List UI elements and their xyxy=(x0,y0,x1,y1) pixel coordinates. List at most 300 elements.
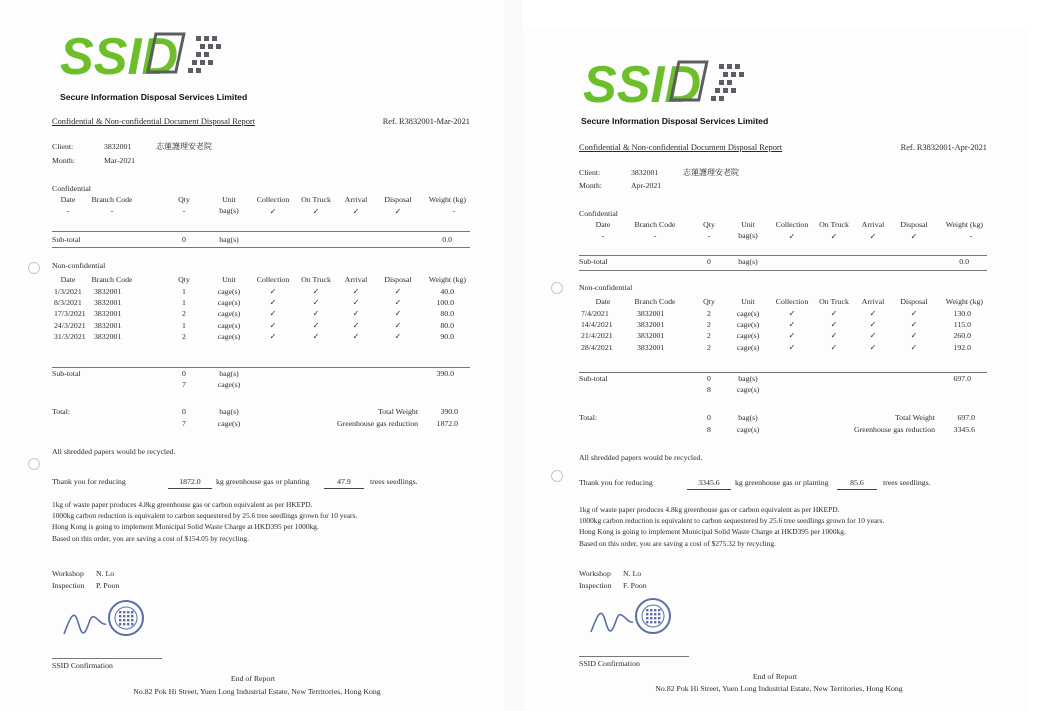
confidential-branch-dash: - xyxy=(110,206,114,215)
recycled-note: All shredded papers would be recycled. xyxy=(52,447,176,456)
confidential-disposal-check: ✓ xyxy=(910,232,918,241)
confidential-divider-bottom xyxy=(52,247,470,248)
seal-grid-dot xyxy=(131,615,133,617)
row-disposal-check: ✓ xyxy=(394,298,402,308)
confidential-header-branch: Branch Code xyxy=(634,220,676,229)
ssid-confirmation: SSID Confirmation xyxy=(579,659,640,668)
total-unit-cages: cage(s) xyxy=(736,425,760,434)
company-seal-inner xyxy=(115,607,137,629)
month-value: Apr-2021 xyxy=(631,181,662,190)
non-confidential-header-arrival: Arrival xyxy=(344,275,368,284)
logo-pixel-dot xyxy=(723,88,728,93)
confidential-date-dash: - xyxy=(601,231,605,240)
logo-pixel-dot xyxy=(731,88,736,93)
workshop-label: Workshop xyxy=(52,569,84,578)
total-weight-value: 390.0 xyxy=(440,407,458,416)
non-confidential-divider xyxy=(52,367,470,368)
row-disposal-check: ✓ xyxy=(910,331,918,341)
seal-grid-dot xyxy=(131,611,133,613)
row-on-truck-check: ✓ xyxy=(312,309,320,319)
signature-with-seal xyxy=(60,598,148,642)
row-date: 7/4/2021 xyxy=(581,309,609,318)
thanks-trees-value: 47.9 xyxy=(337,477,351,486)
row-on-truck-check: ✓ xyxy=(830,320,838,330)
seal-grid-dot xyxy=(127,623,129,625)
non-confidential-header-disposal: Disposal xyxy=(384,275,412,284)
confirmation-line xyxy=(579,656,689,657)
confidential-qty-dash: - xyxy=(182,206,186,215)
row-branch-code: 3832001 xyxy=(94,309,122,319)
seal-grid-dot xyxy=(123,619,125,621)
total-unit-bags: bag(s) xyxy=(219,407,239,416)
logo-pixel-dot xyxy=(727,64,732,69)
end-of-report: End of Report xyxy=(752,672,798,681)
seal-grid-dot xyxy=(650,609,652,611)
seal-grid-dot xyxy=(650,617,652,619)
company-seal-inner xyxy=(642,605,664,627)
row-qty: 1 xyxy=(182,320,186,330)
row-branch-code: 3832001 xyxy=(94,298,122,308)
recycled-note: All shredded papers would be recycled. xyxy=(579,453,703,462)
workshop-name: N. Lo xyxy=(96,569,115,578)
row-weight: 80.0 xyxy=(440,320,454,330)
row-branch-code: 3832001 xyxy=(94,287,122,296)
thanks-ghg-value: 1872.0 xyxy=(179,477,201,486)
non-confidential-subtotal-weight: 697.0 xyxy=(953,374,971,383)
row-branch-code: 3832001 xyxy=(637,331,665,341)
confidential-weight-dash: - xyxy=(452,206,456,215)
row-arrival-check: ✓ xyxy=(352,309,360,319)
row-on-truck-check: ✓ xyxy=(830,309,838,318)
ghg-reduction-value: 1872.0 xyxy=(436,419,458,428)
non-confidential-subtotal-unit-bags: bag(s) xyxy=(219,369,239,378)
row-on-truck-check: ✓ xyxy=(312,320,320,330)
confidential-arrival-check: ✓ xyxy=(869,232,877,241)
report-title: Confidential & Non-confidential Document Disposal Report xyxy=(579,143,783,152)
confirmation-line xyxy=(52,658,162,659)
company-address: No.82 Pok Hi Street, Yuen Long Industrial Estate, New Territories, Hong Kong xyxy=(133,687,381,696)
total-qty-cages: 8 xyxy=(707,425,711,434)
row-weight: 115.0 xyxy=(953,320,971,330)
thanks-ghg-underline xyxy=(687,489,731,490)
non-confidential-label: Non-confidential xyxy=(579,283,633,292)
confidential-divider-top xyxy=(52,231,470,232)
seal-grid-dot xyxy=(127,615,129,617)
seal-grid-dot xyxy=(654,613,656,615)
row-arrival-check: ✓ xyxy=(352,320,360,330)
workshop-name: N. Lo xyxy=(623,569,642,578)
confidential-header-qty: Qty xyxy=(178,195,190,204)
confidential-label: Confidential xyxy=(52,184,91,193)
report-ref: Ref. R3832001-Mar-2021 xyxy=(382,117,470,126)
non-confidential-header-collection: Collection xyxy=(256,275,290,284)
row-qty: 1 xyxy=(182,298,186,308)
logo-pixel-dot xyxy=(216,44,221,49)
company-address: No.82 Pok Hi Street, Yuen Long Industrial Estate, New Territories, Hong Kong xyxy=(655,684,903,693)
total-unit-bags: bag(s) xyxy=(738,413,758,422)
row-date: 21/4/2021 xyxy=(581,331,613,341)
confidential-header-branch: Branch Code xyxy=(91,195,133,204)
row-weight: 192.0 xyxy=(953,342,971,352)
report-page-april xyxy=(523,28,1029,711)
confidential-unit: bag(s) xyxy=(738,231,758,240)
logo-pixel-dot xyxy=(731,72,736,77)
seal-grid-dot xyxy=(650,613,652,615)
logo-pixel-dot xyxy=(715,88,720,93)
row-disposal-check: ✓ xyxy=(394,309,402,319)
note-line: Hong Kong is going to implement Municipal Solid Waste Charge at HKD395 per 1000kg. xyxy=(579,527,846,537)
row-branch-code: 3832001 xyxy=(637,309,665,318)
confidential-header-arrival: Arrival xyxy=(861,220,885,229)
report-ref: Ref. R3832001-Apr-2021 xyxy=(900,143,987,152)
row-on-truck-check: ✓ xyxy=(312,287,320,296)
row-collection-check: ✓ xyxy=(788,331,796,341)
confidential-header-weight: Weight (kg) xyxy=(428,195,466,204)
seal-grid-dot xyxy=(650,621,652,623)
logo-pixel-dot xyxy=(739,72,744,77)
non-confidential-label: Non-confidential xyxy=(52,261,106,270)
row-date: 28/4/2021 xyxy=(581,342,613,352)
row-weight: 80.0 xyxy=(440,309,454,319)
inspection-name: P. Poon xyxy=(96,581,120,590)
ssid-logo xyxy=(581,52,751,110)
row-date: 1/3/2021 xyxy=(54,287,82,296)
logo-pixel-dot xyxy=(212,36,217,41)
logo-pixel-dot xyxy=(719,64,724,69)
ghg-reduction-label: Greenhouse gas reduction xyxy=(337,419,418,428)
total-label: Total: xyxy=(579,413,598,422)
row-collection-check: ✓ xyxy=(269,320,277,330)
punch-hole xyxy=(551,282,563,294)
total-qty-bags: 0 xyxy=(707,413,711,422)
note-line: 1kg of waste paper produces 4.8kg greenhouse gas or carbon equivalent as per HKEPD. xyxy=(579,505,840,514)
seal-grid-dot xyxy=(131,623,133,625)
seal-grid-dot xyxy=(119,619,121,621)
thanks-ghg-underline xyxy=(168,488,212,489)
confidential-header-disposal: Disposal xyxy=(900,220,928,229)
seal-grid-dot xyxy=(658,617,660,619)
seal-grid-dot xyxy=(658,609,660,611)
ssid-logo-text: SSID xyxy=(583,56,701,110)
non-confidential-subtotal-label: Sub-total xyxy=(579,374,608,383)
thanks-ghg-value: 3345.6 xyxy=(698,478,720,487)
logo-pixel-dot xyxy=(196,68,201,73)
total-unit-cages: cage(s) xyxy=(217,419,241,428)
confidential-truck-check: ✓ xyxy=(312,207,320,216)
month-label: Month: xyxy=(52,156,75,165)
row-branch-code: 3832001 xyxy=(94,331,122,341)
non-confidential-header-unit: Unit xyxy=(741,297,755,306)
company-seal xyxy=(636,599,670,633)
row-unit: cage(s) xyxy=(217,287,241,296)
row-on-truck-check: ✓ xyxy=(830,331,838,341)
row-collection-check: ✓ xyxy=(269,309,277,319)
row-qty: 1 xyxy=(182,287,186,296)
non-confidential-subtotal-unit-cages: cage(s) xyxy=(736,385,760,394)
non-confidential-header-on-truck: On Truck xyxy=(819,297,849,306)
logo-pixel-dot xyxy=(188,68,193,73)
row-unit: cage(s) xyxy=(736,309,760,318)
confidential-header-weight: Weight (kg) xyxy=(945,220,983,229)
total-weight-label: Total Weight xyxy=(377,407,418,416)
thanks-trees-value: 85.6 xyxy=(850,478,864,487)
ssid-logo-text: SSID xyxy=(60,28,178,82)
confidential-header-date: Date xyxy=(595,220,611,229)
handwritten-signature xyxy=(64,615,106,634)
row-arrival-check: ✓ xyxy=(352,287,360,296)
confidential-date-dash: - xyxy=(66,206,70,215)
ssid-logo xyxy=(58,24,228,82)
thanks-prefix: Thank you for reducing xyxy=(52,477,126,486)
row-arrival-check: ✓ xyxy=(352,298,360,308)
seal-grid-dot xyxy=(654,617,656,619)
client-code: 3832001 xyxy=(631,168,659,177)
row-date: 31/3/2021 xyxy=(54,331,86,341)
row-arrival-check: ✓ xyxy=(352,331,360,341)
seal-grid-dot xyxy=(127,619,129,621)
seal-grid-dot xyxy=(127,611,129,613)
row-unit: cage(s) xyxy=(736,320,760,330)
seal-grid-dot xyxy=(658,613,660,615)
company-name: Secure Information Disposal Services Limited xyxy=(60,92,248,102)
signature-with-seal xyxy=(587,596,675,640)
total-label: Total: xyxy=(52,407,71,416)
confidential-weight-dash: - xyxy=(969,231,973,240)
row-qty: 2 xyxy=(182,331,186,341)
row-unit: cage(s) xyxy=(217,298,241,308)
confidential-subtotal-weight: 0.0 xyxy=(959,257,969,266)
logo-pixel-dot xyxy=(711,96,716,101)
row-qty: 2 xyxy=(182,309,186,319)
non-confidential-subtotal-unit-cages: cage(s) xyxy=(217,380,241,389)
row-unit: cage(s) xyxy=(217,309,241,319)
confidential-truck-check: ✓ xyxy=(830,232,838,241)
confidential-header-collection: Collection xyxy=(775,220,809,229)
non-confidential-subtotal-qty-cages: 8 xyxy=(707,385,711,394)
logo-pixel-dot xyxy=(196,36,201,41)
confidential-subtotal-unit: bag(s) xyxy=(738,257,758,266)
seal-grid-dot xyxy=(646,613,648,615)
non-confidential-header-disposal: Disposal xyxy=(900,297,928,306)
logo-pixel-dot xyxy=(192,60,197,65)
seal-grid-dot xyxy=(654,621,656,623)
row-disposal-check: ✓ xyxy=(394,320,402,330)
row-disposal-check: ✓ xyxy=(910,342,918,352)
month-value: Mar-2021 xyxy=(104,156,136,165)
non-confidential-divider xyxy=(579,372,987,373)
row-arrival-check: ✓ xyxy=(869,331,877,341)
seal-grid-dot xyxy=(123,615,125,617)
note-line: Based on this order, you are saving a cost of $275.32 by recycling. xyxy=(579,538,776,548)
logo-pixel-dot xyxy=(719,96,724,101)
non-confidential-subtotal-qty-cages: 7 xyxy=(182,380,186,389)
non-confidential-header-date: Date xyxy=(60,275,76,284)
company-seal xyxy=(109,601,143,635)
non-confidential-header-unit: Unit xyxy=(222,275,236,284)
row-qty: 2 xyxy=(707,342,711,352)
client-label: Client: xyxy=(52,142,74,151)
logo-pixel-dot xyxy=(208,60,213,65)
confidential-header-qty: Qty xyxy=(703,220,715,229)
non-confidential-header-branch: Branch Code xyxy=(634,297,676,306)
confidential-header-disposal: Disposal xyxy=(384,195,412,204)
confidential-arrival-check: ✓ xyxy=(352,207,360,216)
logo-pixel-dot xyxy=(727,80,732,85)
non-confidential-subtotal-qty-bags: 0 xyxy=(707,374,711,383)
seal-grid-dot xyxy=(131,619,133,621)
seal-grid-dot xyxy=(123,611,125,613)
row-collection-check: ✓ xyxy=(788,309,796,318)
thanks-middle: kg greenhouse gas or planting xyxy=(216,477,310,486)
ghg-reduction-label: Greenhouse gas reduction xyxy=(854,425,935,434)
row-branch-code: 3832001 xyxy=(637,320,665,330)
row-date: 8/3/2021 xyxy=(54,298,82,308)
row-on-truck-check: ✓ xyxy=(312,298,320,308)
total-qty-bags: 0 xyxy=(182,407,186,416)
row-collection-check: ✓ xyxy=(269,287,277,296)
non-confidential-header-qty: Qty xyxy=(703,297,715,306)
row-weight: 130.0 xyxy=(953,309,971,318)
inspection-label: Inspection xyxy=(52,581,85,590)
page-gap xyxy=(505,0,523,711)
row-disposal-check: ✓ xyxy=(910,309,918,318)
month-label: Month: xyxy=(579,181,602,190)
handwritten-signature xyxy=(591,613,633,632)
row-disposal-check: ✓ xyxy=(394,287,402,296)
row-arrival-check: ✓ xyxy=(869,320,877,330)
non-confidential-header-qty: Qty xyxy=(178,275,190,284)
thanks-trees-underline xyxy=(837,489,877,490)
row-collection-check: ✓ xyxy=(788,342,796,352)
row-unit: cage(s) xyxy=(736,331,760,341)
non-confidential-subtotal-label: Sub-total xyxy=(52,369,81,378)
non-confidential-header-arrival: Arrival xyxy=(861,297,885,306)
client-name: 志蓮護理安老院 xyxy=(156,142,212,151)
inspection-label: Inspection xyxy=(579,581,612,590)
report-title: Confidential & Non-confidential Document Disposal Report xyxy=(52,117,256,126)
row-date: 24/3/2021 xyxy=(54,320,86,330)
confidential-subtotal-label: Sub-total xyxy=(52,235,81,244)
confidential-unit: bag(s) xyxy=(219,206,239,215)
logo-pixel-dot xyxy=(719,80,724,85)
confidential-header-collection: Collection xyxy=(256,195,290,204)
row-branch-code: 3832001 xyxy=(94,320,122,330)
row-date: 14/4/2021 xyxy=(581,320,613,330)
row-disposal-check: ✓ xyxy=(394,331,402,341)
row-disposal-check: ✓ xyxy=(910,320,918,330)
confidential-divider-top xyxy=(579,255,987,256)
row-weight: 260.0 xyxy=(953,331,971,341)
row-qty: 2 xyxy=(707,309,711,318)
seal-grid-dot xyxy=(119,611,121,613)
logo-pixel-dot xyxy=(204,52,209,57)
confidential-collection-check: ✓ xyxy=(788,232,796,241)
seal-grid-dot xyxy=(119,615,121,617)
row-qty: 2 xyxy=(707,331,711,341)
row-arrival-check: ✓ xyxy=(869,342,877,352)
ghg-reduction-value: 3345.6 xyxy=(953,425,975,434)
row-collection-check: ✓ xyxy=(788,320,796,330)
inspection-name: F. Poon xyxy=(623,581,647,590)
seal-grid-dot xyxy=(658,621,660,623)
note-line: 1kg of waste paper produces 4.8kg greenhouse gas or carbon equivalent as per HKEPD. xyxy=(52,500,313,509)
non-confidential-header-weight: Weight (kg) xyxy=(945,297,983,306)
non-confidential-header-date: Date xyxy=(595,297,611,306)
row-arrival-check: ✓ xyxy=(869,309,877,318)
logo-pixel-dot xyxy=(200,60,205,65)
report-page-march xyxy=(0,0,505,711)
total-weight-value: 697.0 xyxy=(957,413,975,422)
logo-pixel-dot xyxy=(735,64,740,69)
seal-grid-dot xyxy=(646,621,648,623)
thanks-trees-underline xyxy=(324,488,364,489)
workshop-label: Workshop xyxy=(579,569,611,578)
row-weight: 90.0 xyxy=(440,331,454,341)
punch-hole xyxy=(551,470,563,482)
seal-grid-dot xyxy=(646,617,648,619)
note-line: Based on this order, you are saving a cost of $154.05 by recycling. xyxy=(52,533,249,543)
non-confidential-header-collection: Collection xyxy=(775,297,809,306)
seal-grid-dot xyxy=(646,609,648,611)
row-on-truck-check: ✓ xyxy=(830,342,838,352)
confidential-subtotal-qty: 0 xyxy=(182,235,186,244)
row-date: 17/3/2021 xyxy=(54,309,86,319)
seal-grid-dot xyxy=(119,623,121,625)
confidential-divider-bottom xyxy=(579,270,987,271)
seal-grid-dot xyxy=(123,623,125,625)
confidential-branch-dash: - xyxy=(653,231,657,240)
punch-hole xyxy=(28,262,40,274)
confidential-subtotal-weight: 0.0 xyxy=(442,235,452,244)
logo-pixel-dot xyxy=(723,72,728,77)
note-line: Hong Kong is going to implement Municipal Solid Waste Charge at HKD395 per 1000kg. xyxy=(52,522,319,532)
end-of-report: End of Report xyxy=(230,674,276,683)
row-collection-check: ✓ xyxy=(269,298,277,308)
confidential-subtotal-qty: 0 xyxy=(707,257,711,266)
non-confidential-header-weight: Weight (kg) xyxy=(428,275,466,284)
ssid-confirmation: SSID Confirmation xyxy=(52,661,113,670)
confidential-label: Confidential xyxy=(579,209,618,218)
non-confidential-header-branch: Branch Code xyxy=(91,275,133,284)
thanks-suffix: trees seedlings. xyxy=(370,477,418,486)
confidential-header-arrival: Arrival xyxy=(344,195,368,204)
thanks-middle: kg greenhouse gas or planting xyxy=(735,478,829,487)
company-name: Secure Information Disposal Services Limited xyxy=(581,116,769,126)
non-confidential-header-on-truck: On Truck xyxy=(301,275,331,284)
logo-pixel-dot xyxy=(208,44,213,49)
row-collection-check: ✓ xyxy=(269,331,277,341)
confidential-header-on-truck: On Truck xyxy=(301,195,331,204)
row-weight: 100.0 xyxy=(436,298,454,308)
thanks-suffix: trees seedlings. xyxy=(883,478,931,487)
confidential-subtotal-label: Sub-total xyxy=(579,257,608,266)
row-unit: cage(s) xyxy=(736,342,760,352)
row-qty: 2 xyxy=(707,320,711,330)
confidential-subtotal-unit: bag(s) xyxy=(219,235,239,244)
seal-grid-dot xyxy=(654,609,656,611)
punch-hole xyxy=(28,458,40,470)
row-unit: cage(s) xyxy=(217,331,241,341)
logo-pixel-dot xyxy=(204,36,209,41)
total-weight-label: Total Weight xyxy=(894,413,935,422)
logo-pixel-dot xyxy=(200,44,205,49)
client-code: 3832001 xyxy=(104,142,132,151)
logo-pixel-dot xyxy=(196,52,201,57)
row-branch-code: 3832001 xyxy=(637,342,665,352)
row-on-truck-check: ✓ xyxy=(312,331,320,341)
total-qty-cages: 7 xyxy=(182,419,186,428)
non-confidential-subtotal-qty-bags: 0 xyxy=(182,369,186,378)
